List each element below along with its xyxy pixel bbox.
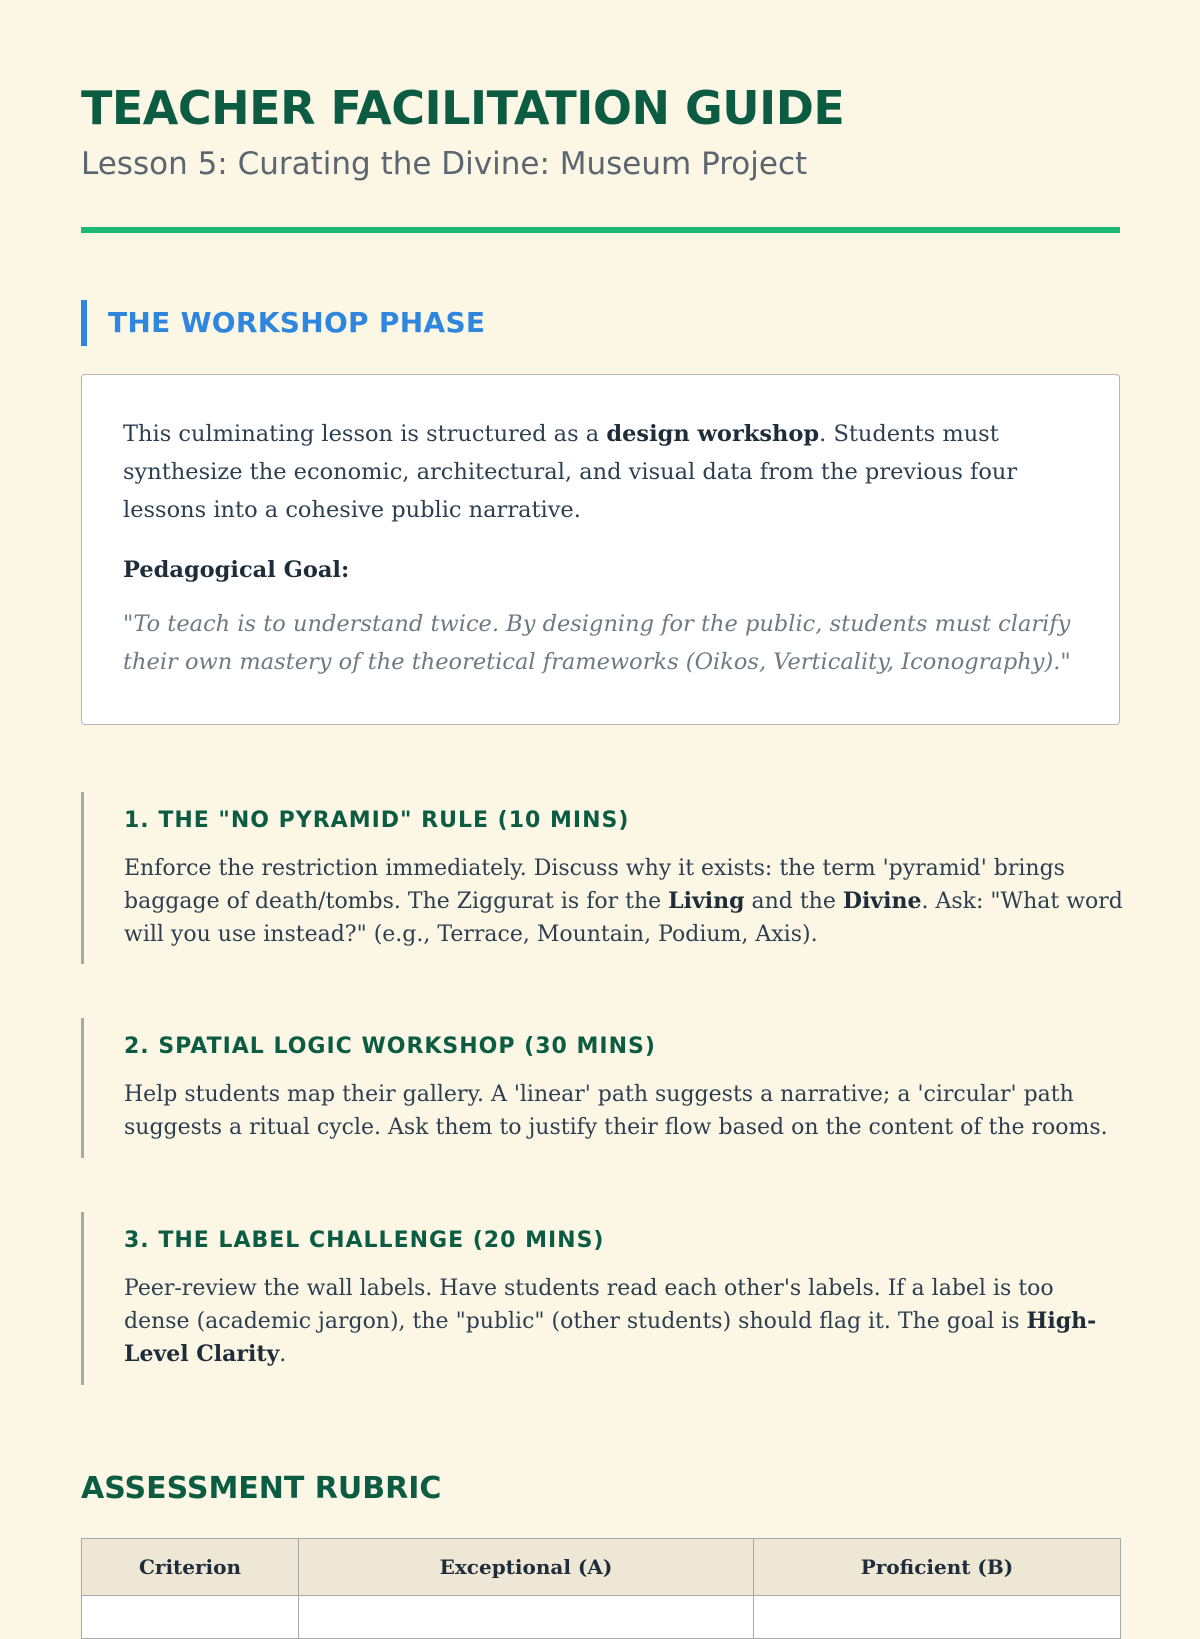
step-title: 3. THE LABEL CHALLENGE (20 MINS) xyxy=(124,1228,605,1253)
intro-text-part: This culminating lesson is structured as a xyxy=(123,421,607,447)
rubric-heading: ASSESSMENT RUBRIC xyxy=(81,1471,442,1506)
page-subtitle: Lesson 5: Curating the Divine: Museum Project xyxy=(81,146,808,182)
table-row xyxy=(82,1596,1121,1639)
step-emphasis: High-Level Clarity xyxy=(124,1308,1097,1367)
step-body xyxy=(124,1272,1124,1371)
table-cell xyxy=(754,1596,1121,1639)
pedagogical-goal-quote: "To teach is to understand twice. By designing for the public, students must clarify their own mastery of the theoretical frameworks (Oikos, Verticality, Iconography)." xyxy=(123,611,1071,675)
column-header-criterion: Criterion xyxy=(82,1539,299,1596)
table-cell xyxy=(82,1596,299,1639)
step-text-part: and the xyxy=(744,889,843,914)
step-spatial-logic-workshop xyxy=(81,1018,1120,1158)
step-title: 1. THE "NO PYRAMID" RULE (10 MINS) xyxy=(124,808,630,833)
table-header-row xyxy=(82,1539,1121,1596)
step-text-part: Enforce the restriction immediately. Discuss why it exists: the term 'pyramid' brings baggage of death/tombs. The Ziggurat is for the xyxy=(124,856,1065,914)
column-header-proficient: Proficient (B) xyxy=(754,1539,1121,1596)
page-title: TEACHER FACILITATION GUIDE xyxy=(81,81,845,135)
column-header-exceptional: Exceptional (A) xyxy=(299,1539,754,1596)
step-emphasis: Divine xyxy=(842,888,922,914)
workshop-intro-card xyxy=(81,374,1120,725)
assessment-rubric-table xyxy=(81,1538,1121,1639)
step-title: 2. SPATIAL LOGIC WORKSHOP (30 MINS) xyxy=(124,1034,656,1059)
workshop-section-heading: THE WORKSHOP PHASE xyxy=(81,300,681,346)
intro-emphasis: design workshop xyxy=(606,421,820,447)
step-emphasis: Living xyxy=(668,888,745,914)
step-text-part: . Ask: "What word will you use instead?" (e.g., Terrace, Mountain, Podium, Axis). xyxy=(124,889,1123,947)
table-cell xyxy=(299,1596,754,1639)
pedagogical-goal-label: Pedagogical Goal: xyxy=(123,557,350,583)
intro-text-part: . Students must synthesize the economic, architectural, and visual data from the previous four lessons into a cohesive public narrative. xyxy=(123,421,1018,523)
intro-paragraph xyxy=(123,415,1073,529)
title-divider xyxy=(81,227,1120,233)
step-label-challenge xyxy=(81,1212,1120,1385)
step-body xyxy=(124,852,1124,951)
step-text-part: Peer-review the wall labels. Have students read each other's labels. If a label is too dense (academic jargon), the "public" (other students) should flag it. The goal is xyxy=(124,1276,1054,1334)
step-no-pyramid-rule xyxy=(81,792,1123,964)
step-body: Help students map their gallery. A 'linear' path suggests a narrative; a 'circular' path suggests a ritual cycle. Ask them to justify their flow based on the content of the rooms. xyxy=(124,1082,1108,1140)
step-text-part: . xyxy=(279,1342,287,1367)
